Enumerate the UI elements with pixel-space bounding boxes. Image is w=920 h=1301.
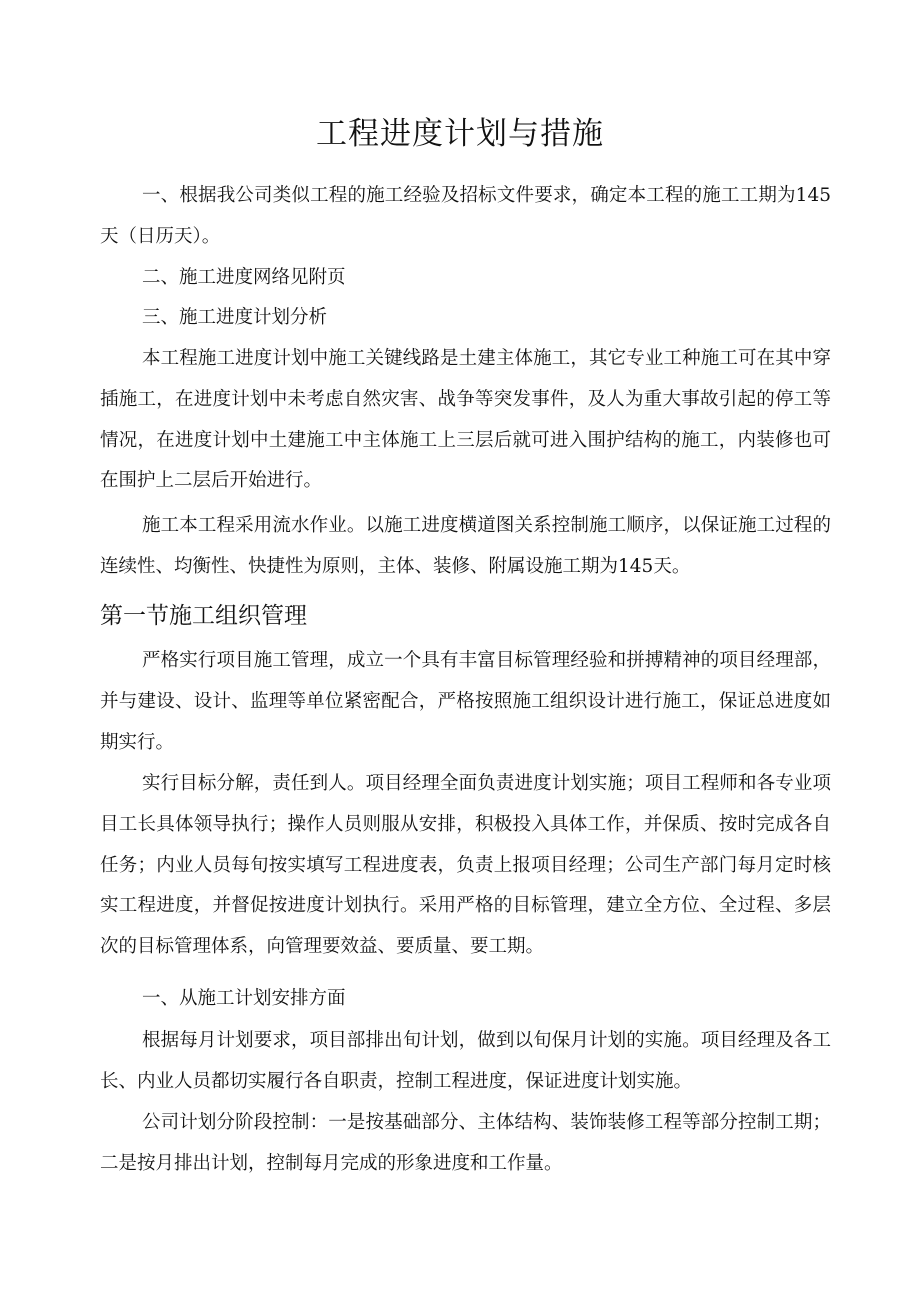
paragraph-plan-arrangement-heading: 一、从施工计划安排方面 [142, 988, 346, 1009]
paragraph-stage-control: 公司计划分阶段控制：一是按基础部分、主体结构、装饰装修工程等部分控制工期；二是按月排出计划，控制每月完成的形象进度和工作量。 [100, 1112, 831, 1174]
paragraph-flow-operation: 施工本工程采用流水作业。以施工进度横道图关系控制施工顺序，以保证施工过程的连续性、均衡性、快捷性为原则，主体、装修、附属设施工期为145天。 [100, 515, 831, 577]
paragraph-construction-period: 一、根据我公司类似工程的施工经验及招标文件要求，确定本工程的施工工期为145天（日历天）。 [100, 185, 831, 247]
paragraph-target-decomposition: 实行目标分解，责任到人。项目经理全面负责进度计划实施；项目工程师和各专业项目工长具体领导执行；操作人员则服从安排，积极投入具体工作，并保质、按时完成各自任务；内业人员每旬按实填写工程进度表，负责上报项目经理；公司生产部门每月定时核实工程进度，并督促按进度计划执行。采用严格的目标管理，建立全方位、全过程、多层次的目标管理体系，向管理要效益、要质量、要工期。 [100, 773, 831, 958]
document-title: 工程进度计划与措施 [316, 116, 604, 152]
paragraph-project-management: 严格实行项目施工管理，成立一个具有丰富目标管理经验和拼搏精神的项目经理部，并与建设、设计、监理等单位紧密配合，严格按照施工组织设计进行施工，保证总进度如期实行。 [100, 650, 831, 753]
paragraph-analysis-heading: 三、施工进度计划分析 [142, 307, 328, 328]
paragraph-network-attachment: 二、施工进度网络见附页 [142, 267, 346, 288]
paragraph-monthly-plan: 根据每月计划要求，项目部排出旬计划，做到以旬保月计划的实施。项目经理及各工长、内业人员都切实履行各自职责，控制工程进度，保证进度计划实施。 [100, 1030, 831, 1092]
paragraph-critical-path: 本工程施工进度计划中施工关键线路是土建主体施工，其它专业工种施工可在其中穿插施工，在进度计划中未考虑自然灾害、战争等突发事件，及人为重大事故引起的停工等情况，在进度计划中土建施工中主体施工上三层后就可进入围护结构的施工，内装修也可在围护上二层后开始进行。 [100, 348, 831, 492]
section-heading: 第一节施工组织管理 [100, 603, 307, 629]
